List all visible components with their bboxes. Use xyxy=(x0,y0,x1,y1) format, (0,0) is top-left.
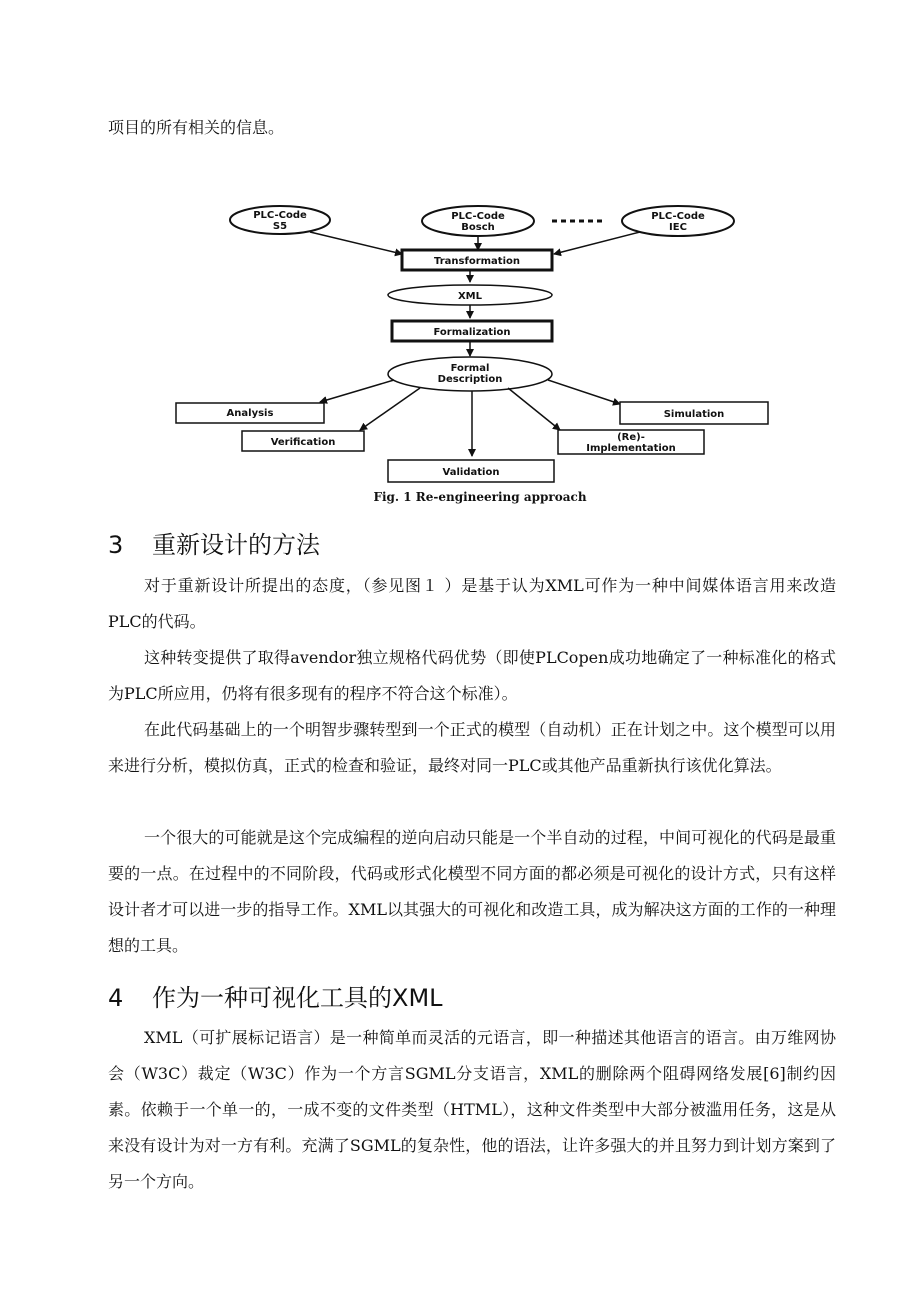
xml-label: XML xyxy=(457,291,483,302)
arrow-to-simulation xyxy=(548,380,620,404)
reimpl-label-1: (Re)- xyxy=(617,432,645,443)
section-4-paragraph-1: XML（可扩展标记语言）是一种简单而灵活的元语言，即一种描述其他语言的语言。由万维网协会（W3C）裁定（W3C）作为一个方言SGML分支语言，XML的删除两个阻碍网络发展[6]制约因素。依赖于一个单一的，一成不变的文件类型（HTML），这种文件类型中大部分被滥用任务，这是从来没有设计为对一方有利。充满了SGML的复杂性，他的语法，让许多强大的并且努力到计划方案到了另一个方向。 xyxy=(108,1028,836,1191)
section-4-heading xyxy=(108,983,443,1013)
simulation-label: Simulation xyxy=(663,409,725,420)
formal-desc-label-1: Formal xyxy=(450,363,490,374)
plc-s5-label-1: PLC-Code xyxy=(253,210,307,221)
section-3-number: 3 xyxy=(108,531,124,559)
section-3-paragraph-1: 对于重新设计所提出的态度，（参见图１ ）是基于认为XML可作为一种中间媒体语言用来改造PLC的代码。 xyxy=(108,576,836,631)
analysis-label: Analysis xyxy=(226,408,274,419)
arrow-s5-transformation xyxy=(310,232,402,254)
section-4-number: 4 xyxy=(108,984,124,1012)
intro-line: 项目的所有相关的信息。 xyxy=(108,118,285,137)
simulation-box xyxy=(620,402,768,424)
reimplementation-box xyxy=(558,430,704,454)
analysis-box xyxy=(176,403,324,423)
validation-box xyxy=(388,460,554,482)
section-3-paragraph-4: 一个很大的可能就是这个完成编程的逆向启动只能是一个半自动的过程，中间可视化的代码是最重要的一点。在过程中的不同阶段，代码或形式化模型不同方面的都必须是可视化的设计方式，只有这样设计者才可以进一步的指导工作。XML以其强大的可视化和改造工具，成为解决这方面的工作的一种理想的工具。 xyxy=(108,828,836,955)
transformation-label: Transformation xyxy=(434,256,520,267)
diagram-svg xyxy=(170,198,780,510)
arrow-iec-transformation xyxy=(554,232,640,254)
section-4-title: 作为一种可视化工具的XML xyxy=(152,984,443,1012)
reimpl-label-2: Implementation xyxy=(586,443,676,454)
arrow-to-verification xyxy=(360,388,420,430)
section-3-paragraph-3: 在此代码基础上的一个明智步骤转型到一个正式的模型（自动机）正在计划之中。这个模型可以用来进行分析，模拟仿真，正式的检查和验证，最终对同一PLC或其他产品重新执行该优化算法。 xyxy=(108,720,836,775)
formalization-box xyxy=(392,321,552,341)
xml-node xyxy=(388,285,552,305)
plc-iec-label-2: IEC xyxy=(669,222,687,233)
re-engineering-diagram xyxy=(170,198,780,510)
plc-bosch-label-2: Bosch xyxy=(461,222,495,233)
section-3-paragraph-2: 这种转变提供了取得avendor独立规格代码优势（即使PLCopen成功地确定了一种标准化的格式为PLC所应用，仍将有很多现有的程序不符合这个标准）。 xyxy=(108,648,836,703)
transformation-box xyxy=(402,250,552,270)
validation-label: Validation xyxy=(442,467,500,478)
plc-iec-label-1: PLC-Code xyxy=(651,211,705,222)
plc-code-iec-node xyxy=(622,206,734,236)
figure-caption: Fig. 1 Re-engineering approach xyxy=(373,490,587,504)
verification-label: Verification xyxy=(270,437,336,448)
formal-desc-label-2: Description xyxy=(437,374,503,385)
formalization-label: Formalization xyxy=(433,327,511,338)
arrow-to-reimplementation xyxy=(508,388,560,430)
plc-code-s5-node xyxy=(230,206,330,234)
verification-box xyxy=(242,431,364,451)
formal-description-node xyxy=(388,357,552,391)
plc-code-bosch-node xyxy=(422,206,534,236)
arrow-to-analysis xyxy=(320,380,394,402)
plc-s5-label-2: S5 xyxy=(272,221,288,232)
section-3-title: 重新设计的方法 xyxy=(152,531,320,559)
plc-bosch-label-1: PLC-Code xyxy=(451,211,505,222)
section-3-heading xyxy=(108,530,320,560)
